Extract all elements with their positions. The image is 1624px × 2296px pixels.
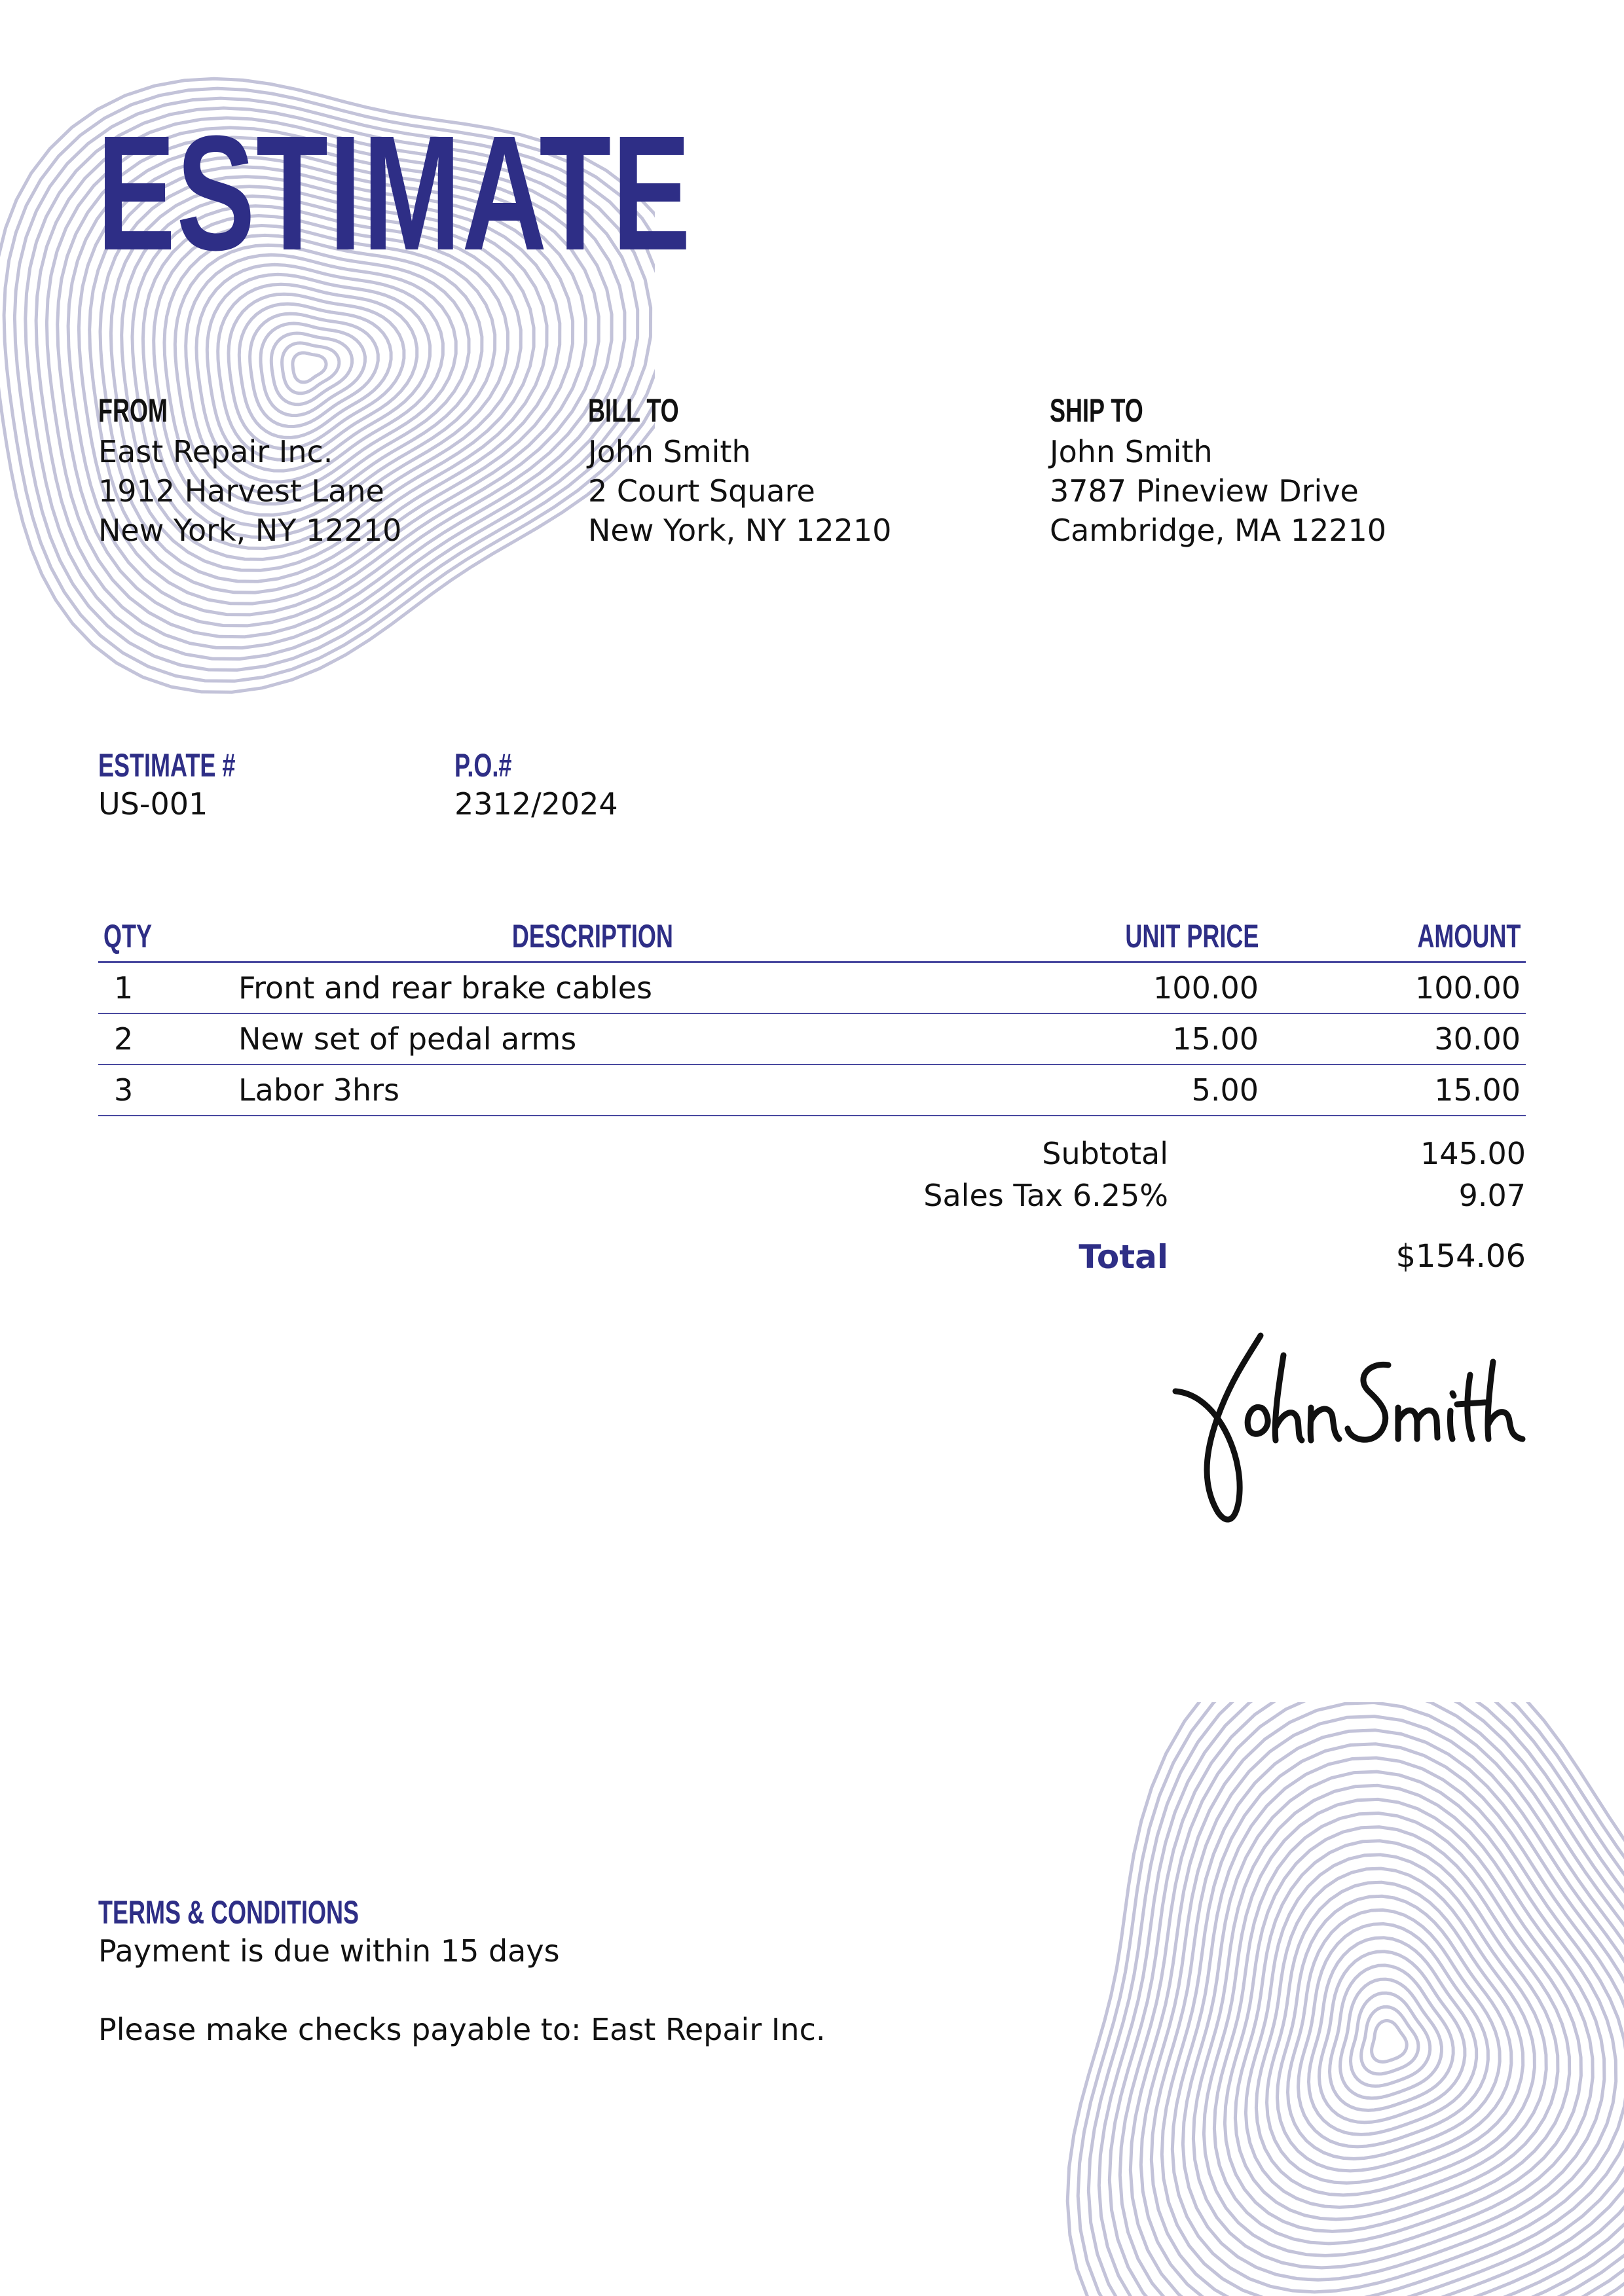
bill-to-line: John Smith: [588, 434, 751, 469]
table-header-row: [98, 911, 1526, 962]
sales-tax-value: 9.07: [1458, 1178, 1526, 1213]
item-description: Labor 3hrs: [229, 1065, 956, 1116]
po-number-label: P.O.#: [454, 747, 512, 784]
from-address-block: [98, 392, 401, 550]
bill-to-address-block: [588, 392, 891, 550]
item-unit-price: 5.00: [956, 1065, 1264, 1116]
subtotal-value: 145.00: [1420, 1136, 1526, 1171]
unit-price-header: UNIT PRICE: [956, 911, 1264, 962]
ship-to-line: 3787 Pineview Drive: [1050, 473, 1359, 509]
ship-to-line: John Smith: [1050, 434, 1213, 469]
description-header: DESCRIPTION: [229, 911, 956, 962]
table-row: [98, 1013, 1526, 1065]
subtotal-label: Subtotal: [1042, 1136, 1168, 1171]
sales-tax-row: [851, 1178, 1526, 1220]
total-row: [851, 1238, 1526, 1280]
estimate-number-value: US-001: [98, 786, 208, 822]
item-qty: 3: [98, 1065, 229, 1116]
ship-to-address-block: [1050, 392, 1386, 550]
terms-line: Please make checks payable to: East Repair Inc.: [98, 2012, 826, 2047]
ship-to-label: SHIP TO: [1050, 392, 1143, 429]
total-value: $154.06: [1395, 1238, 1526, 1275]
bill-to-line: New York, NY 12210: [588, 513, 892, 548]
table-row: [98, 962, 1526, 1014]
po-number-block: [454, 746, 618, 824]
subtotal-row: [851, 1136, 1526, 1178]
terms-label: TERMS & CONDITIONS: [98, 1894, 360, 1931]
estimate-number-block: [98, 746, 289, 824]
item-unit-price: 100.00: [956, 962, 1264, 1014]
item-amount: 15.00: [1264, 1065, 1526, 1116]
bill-to-line: 2 Court Square: [588, 473, 815, 509]
from-line: East Repair Inc.: [98, 434, 333, 469]
signature: [1172, 1316, 1526, 1539]
from-label: FROM: [98, 392, 168, 429]
totals-block: [851, 1136, 1526, 1280]
amount-header: AMOUNT: [1264, 911, 1526, 962]
bill-to-label: BILL TO: [588, 392, 679, 429]
item-amount: 30.00: [1264, 1013, 1526, 1065]
terms-section: [98, 1893, 826, 2049]
item-description: Front and rear brake cables: [229, 962, 956, 1014]
item-qty: 1: [98, 962, 229, 1014]
item-amount: 100.00: [1264, 962, 1526, 1014]
line-items-table: [98, 911, 1526, 1116]
from-line: New York, NY 12210: [98, 513, 402, 548]
total-label: Total: [1079, 1238, 1168, 1276]
from-line: 1912 Harvest Lane: [98, 473, 384, 509]
document-title: ESTIMATE: [97, 101, 692, 284]
decorative-wave-pattern-bottom-right: [982, 1702, 1624, 2296]
terms-line: Payment is due within 15 days: [98, 1933, 560, 1969]
estimate-number-label: ESTIMATE #: [98, 747, 236, 784]
item-unit-price: 15.00: [956, 1013, 1264, 1065]
ship-to-line: Cambridge, MA 12210: [1050, 513, 1387, 548]
qty-header: QTY: [98, 911, 229, 962]
po-number-value: 2312/2024: [454, 786, 618, 822]
item-description: New set of pedal arms: [229, 1013, 956, 1065]
item-qty: 2: [98, 1013, 229, 1065]
sales-tax-label: Sales Tax 6.25%: [923, 1178, 1168, 1213]
table-row: [98, 1065, 1526, 1116]
